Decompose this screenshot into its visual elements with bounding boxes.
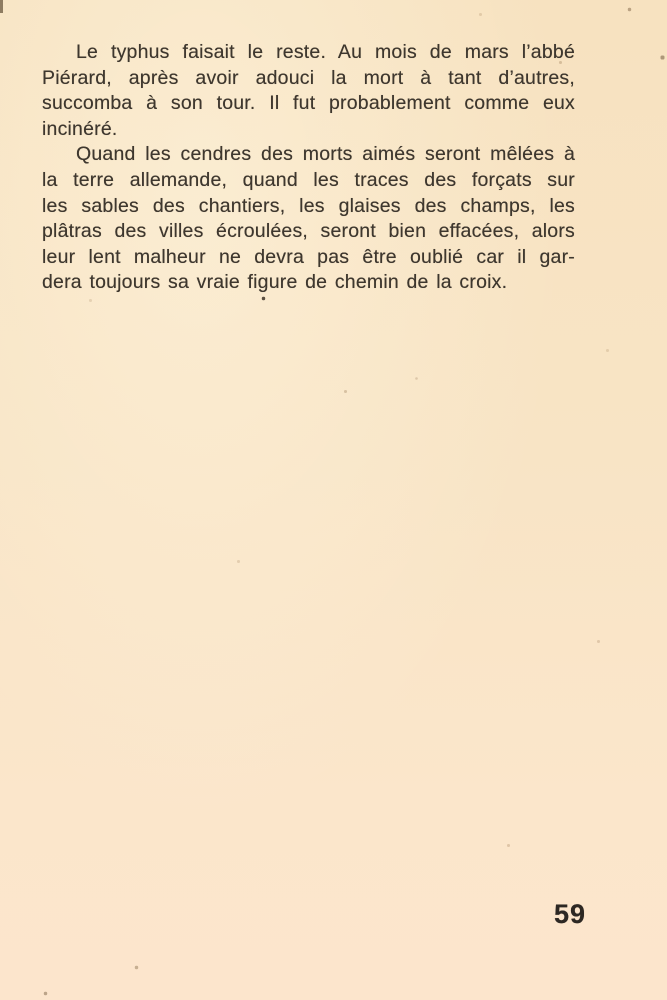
text-line: Le typhus faisait le reste. Au mois de mars l’abbé	[76, 41, 575, 63]
text-line: Quand les cendres des morts aimés seront mêlées à	[76, 143, 575, 166]
text-block	[42, 40, 575, 296]
text-line: dera toujours sa vraie figure de chemin de la croix.	[42, 271, 508, 294]
text-line: la terre allemande, quand les traces des forçats sur	[42, 168, 575, 191]
text-line: incinéré.	[42, 117, 118, 140]
text-line: les sables des chantiers, les glaises des champs, les	[42, 194, 575, 217]
text-line: succomba à son tour. Il fut probablement comme eux	[42, 92, 575, 115]
paper-speckles	[0, 0, 1, 1]
text-line: leur lent malheur ne devra pas être oublié car il gar-	[42, 245, 575, 268]
text-line: plâtras des villes écroulées, seront bien effacées, alors	[42, 220, 575, 243]
scan-corner-artifact	[0, 0, 3, 13]
text-line: Piérard, après avoir adouci la mort à tant d’autres,	[42, 66, 575, 89]
page-number: 59	[554, 899, 587, 929]
